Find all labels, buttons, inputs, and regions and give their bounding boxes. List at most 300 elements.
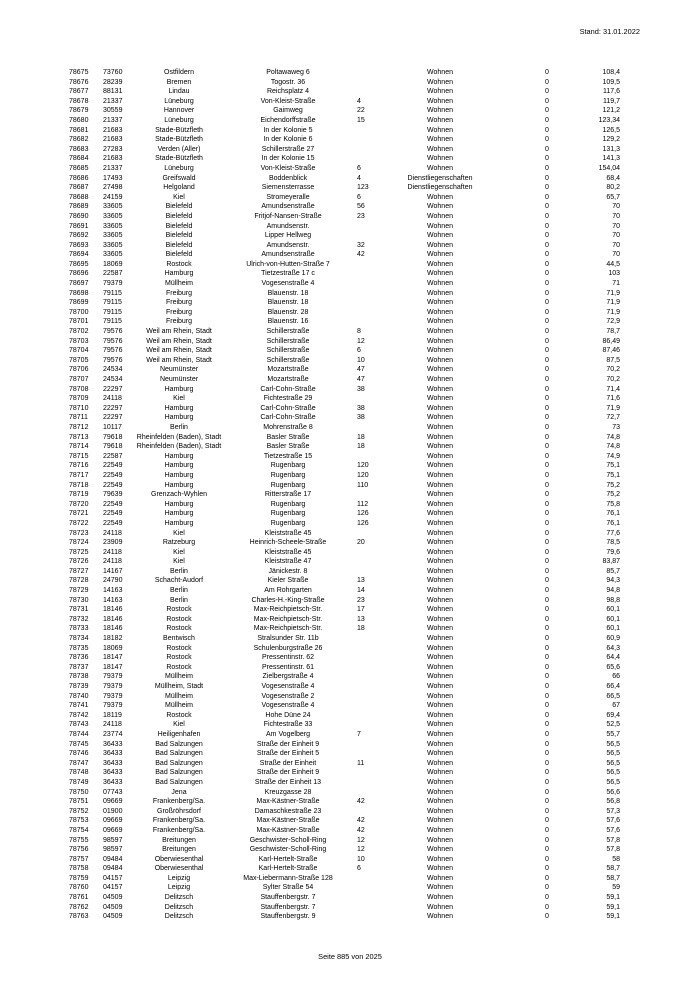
postal-code: 36433 (103, 769, 123, 777)
table-row: 78687 27498 Helgoland Siemensterrasse 123 Dienstliegenschaften 0 80,2 (69, 184, 620, 192)
house-number: 10 (357, 356, 365, 364)
zero-value: 0 (545, 750, 549, 758)
table-row: 78679 30559 Hannover Gaimweg 22 Wohnen 0 121,2 (69, 107, 620, 115)
row-id: 78744 (69, 730, 89, 738)
postal-code: 14163 (103, 596, 123, 604)
postal-code: 22549 (103, 471, 123, 479)
row-id: 78717 (69, 471, 89, 479)
house-number: 17 (357, 606, 365, 614)
area-value: 94,3 (606, 577, 620, 585)
row-id: 78746 (69, 750, 89, 758)
area-value: 56,8 (606, 798, 620, 806)
zero-value: 0 (545, 78, 549, 86)
postal-code: 79115 (103, 308, 122, 316)
page-number: Seite 885 von 2025 (318, 952, 382, 961)
table-row: 78704 79576 Weil am Rhein, Stadt Schillerstraße 6 Wohnen 0 87,46 (69, 347, 620, 355)
area-value: 56,5 (606, 759, 620, 767)
table-row: 78705 79576 Weil am Rhein, Stadt Schillerstraße 10 Wohnen 0 87,5 (69, 356, 620, 364)
area-value: 66,5 (606, 692, 620, 700)
table-row: 78743 24118 Kiel Fichtestraße 33 Wohnen 0 52,5 (69, 721, 620, 729)
row-id: 78689 (69, 203, 89, 211)
house-number: 126 (357, 519, 369, 527)
table-row: 78756 98597 Breitungen Geschwister-Scholl-Ring 12 Wohnen 0 57,8 (69, 846, 620, 854)
table-row: 78738 79379 Müllheim Zielbergstraße 4 Wohnen 0 66 (69, 673, 620, 681)
zero-value: 0 (545, 606, 549, 614)
house-number: 11 (357, 759, 365, 767)
row-id: 78691 (69, 222, 89, 230)
zero-value: 0 (545, 347, 549, 355)
area-value: 55,7 (606, 730, 620, 738)
postal-code: 30559 (103, 107, 123, 115)
area-value: 94,8 (606, 587, 620, 595)
house-number: 126 (357, 510, 369, 518)
zero-value: 0 (545, 136, 549, 144)
row-id: 78679 (69, 107, 89, 115)
zero-value: 0 (545, 308, 549, 316)
zero-value: 0 (545, 97, 549, 105)
stand-date: Stand: 31.01.2022 (579, 27, 640, 36)
area-value: 71,9 (606, 289, 620, 297)
area-value: 109,5 (602, 78, 620, 86)
postal-code: 88131 (103, 88, 123, 96)
postal-code: 79379 (103, 683, 123, 690)
row-id: 78675 (69, 69, 89, 76)
row-id: 78711 (69, 414, 88, 422)
row-id: 78681 (69, 126, 89, 134)
postal-code: 79115 (103, 299, 122, 307)
table-row: 78701 79115 Freiburg Blauenstr. 16 Wohnen 0 72,9 (69, 318, 620, 326)
row-id: 78722 (69, 519, 89, 527)
postal-code: 09669 (103, 798, 123, 806)
area-value: 121,2 (602, 107, 620, 115)
row-id: 78715 (69, 452, 89, 460)
house-number: 15 (357, 116, 365, 124)
postal-code: 22297 (103, 414, 123, 422)
table-row: 78745 36433 Bad Salzungen Straße der Einheit 9 Wohnen 0 56,5 (69, 740, 620, 748)
row-id: 78699 (69, 299, 89, 307)
area-value: 66,4 (606, 683, 620, 690)
area-value: 85,7 (606, 567, 620, 575)
row-id: 78721 (69, 510, 89, 518)
area-value: 126,5 (602, 126, 620, 134)
postal-code: 18069 (103, 644, 123, 652)
area-value: 98,8 (606, 596, 620, 604)
table-row: 78717 22549 Hamburg Rugenbarg 120 Wohnen 0 75,1 (69, 471, 620, 479)
area-value: 57,8 (606, 836, 620, 844)
row-id: 78686 (69, 174, 89, 182)
zero-value: 0 (545, 874, 549, 882)
table-row: 78737 18147 Rostock Pressentinstr. 61 Wohnen 0 65,6 (69, 663, 620, 671)
postal-code: 24118 (103, 548, 122, 556)
table-row: 78724 23909 Ratzeburg Heinrich-Scheele-Straße 20 Wohnen 0 78,5 (69, 539, 620, 547)
row-id: 78701 (69, 318, 89, 326)
postal-code: 27498 (103, 184, 123, 192)
postal-code: 09484 (103, 865, 123, 873)
table-row: 78706 24534 Neumünster Mozartstraße 47 Wohnen 0 70,2 (69, 366, 620, 374)
postal-code: 22549 (103, 519, 123, 527)
area-value: 57,6 (606, 826, 620, 834)
zero-value: 0 (545, 471, 549, 479)
house-number: 110 (357, 481, 369, 489)
row-id: 78738 (69, 673, 89, 681)
zero-value: 0 (545, 260, 549, 268)
table-row: 78750 07743 Jena Kreuzgasse 28 Wohnen 0 56,6 (69, 788, 620, 796)
row-id: 78736 (69, 654, 89, 662)
area-value: 56,5 (606, 740, 620, 748)
area-value: 72,7 (606, 414, 620, 422)
house-number: 38 (357, 404, 365, 412)
row-id: 78763 (69, 913, 89, 921)
postal-code: 18146 (103, 606, 123, 614)
postal-code: 23909 (103, 539, 123, 547)
zero-value: 0 (545, 116, 549, 124)
row-id: 78719 (69, 491, 89, 499)
row-id: 78684 (69, 155, 89, 163)
area-value: 74,8 (606, 433, 620, 441)
area-value: 59,1 (606, 894, 620, 902)
area-value: 66 (612, 673, 620, 681)
table-row: 78684 21683 Stade-Bützfleth In der Kolonie 15 Wohnen 0 141,3 (69, 155, 620, 163)
postal-code: 21337 (103, 116, 123, 124)
postal-code: 18119 (103, 711, 122, 719)
zero-value: 0 (545, 807, 549, 815)
table-row: 78699 79115 Freiburg Blauenstr. 18 Wohnen 0 71,9 (69, 299, 620, 307)
postal-code: 09669 (103, 826, 123, 834)
zero-value: 0 (545, 769, 549, 777)
table-row: 78733 18146 Rostock Max-Reichpietsch-Str. 18 Wohnen 0 60,1 (69, 625, 620, 633)
row-id: 78725 (69, 548, 89, 556)
postal-code: 79639 (103, 491, 123, 499)
postal-code: 04509 (103, 894, 123, 902)
table-row: 78721 22549 Hamburg Rugenbarg 126 Wohnen 0 76,1 (69, 510, 620, 518)
area-value: 87,5 (606, 356, 620, 364)
postal-code: 22549 (103, 481, 123, 489)
row-id: 78687 (69, 184, 89, 192)
row-id: 78696 (69, 270, 89, 278)
zero-value: 0 (545, 423, 549, 431)
postal-code: 24790 (103, 577, 123, 585)
row-id: 78680 (69, 116, 89, 124)
table-row: 78726 24118 Kiel Kleiststraße 47 Wohnen 0 83,87 (69, 558, 620, 566)
area-value: 75,8 (606, 500, 620, 508)
row-id: 78747 (69, 759, 89, 767)
area-value: 44,5 (606, 260, 620, 268)
house-number: 38 (357, 385, 365, 393)
row-id: 78751 (69, 798, 89, 806)
table-row: 78753 09669 Frankenberg/Sa. Max-Kästner-Straße 42 Wohnen 0 57,6 (69, 817, 620, 825)
table-row: 78758 09484 Oberwiesenthal Karl-Hertelt-Straße 6 Wohnen 0 58,7 (69, 865, 620, 873)
area-value: 70 (612, 241, 620, 249)
postal-code: 07743 (103, 788, 123, 796)
house-number: 12 (357, 836, 365, 844)
area-value: 56,5 (606, 750, 620, 758)
house-number: 47 (357, 366, 365, 374)
row-id: 78759 (69, 874, 89, 882)
table-row: 78689 33605 Bielefeld Amundsenstraße 56 Wohnen 0 70 (69, 203, 620, 211)
zero-value: 0 (545, 548, 549, 556)
postal-code: 21683 (103, 155, 123, 163)
house-number: 6 (357, 347, 361, 355)
area-value: 56,5 (606, 769, 620, 777)
house-number: 56 (357, 203, 365, 211)
area-value: 71 (612, 280, 620, 288)
zero-value: 0 (545, 222, 549, 230)
row-id: 78726 (69, 558, 89, 566)
postal-code: 22549 (103, 510, 123, 518)
house-number: 32 (357, 241, 365, 249)
zero-value: 0 (545, 289, 549, 297)
area-value: 67 (612, 702, 620, 710)
house-number: 10 (357, 855, 365, 863)
area-value: 70 (612, 212, 620, 220)
area-value: 59,1 (606, 903, 620, 911)
area-value: 56,6 (606, 788, 620, 796)
zero-value: 0 (545, 203, 549, 211)
zero-value: 0 (545, 232, 549, 240)
row-id: 78727 (69, 567, 89, 575)
postal-code: 36433 (103, 740, 123, 748)
zero-value: 0 (545, 126, 549, 134)
postal-code: 01900 (103, 807, 123, 815)
table-row: 78715 22587 Hamburg Tietzestraße 15 Wohnen 0 74,9 (69, 452, 620, 460)
table-row: 78728 24790 Schacht-Audorf Kieler Straße 13 Wohnen 0 94,3 (69, 577, 620, 585)
area-value: 59,1 (606, 913, 620, 921)
table-row: 78714 79618 Rheinfelden (Baden), Stadt Basler Straße 18 Wohnen 0 74,8 (69, 443, 620, 451)
row-id: 78733 (69, 625, 89, 633)
row-id: 78712 (69, 423, 89, 431)
area-value: 79,6 (606, 548, 620, 556)
table-row: 78697 79379 Müllheim Vogesenstraße 4 Wohnen 0 71 (69, 280, 620, 288)
area-value: 77,6 (606, 529, 620, 537)
postal-code: 79576 (103, 328, 123, 336)
row-id: 78703 (69, 337, 89, 345)
area-value: 86,49 (602, 337, 620, 345)
zero-value: 0 (545, 673, 549, 681)
row-id: 78737 (69, 663, 89, 671)
zero-value: 0 (545, 711, 549, 719)
zero-value: 0 (545, 366, 549, 374)
postal-code: 24118 (103, 558, 122, 566)
table-row: 78675 73760 Ostfildern Poltawaweg 6 Wohnen 0 108,4 (69, 69, 620, 76)
table-row: 78763 04509 Delitzsch Stauffenbergstr. 9 Wohnen 0 59,1 (69, 913, 620, 921)
zero-value: 0 (545, 683, 549, 690)
house-number: 6 (357, 193, 361, 201)
postal-code: 79379 (103, 280, 123, 288)
row-id: 78694 (69, 251, 89, 259)
area-value: 141,3 (602, 155, 620, 163)
row-id: 78741 (69, 702, 89, 710)
table-row: 78681 21683 Stade-Bützfleth In der Kolonie 5 Wohnen 0 126,5 (69, 126, 620, 134)
postal-code: 18146 (103, 615, 123, 623)
zero-value: 0 (545, 443, 549, 451)
table-row: 78686 17493 Greifswald Boddenblick 4 Dienstliegenschaften 0 68,4 (69, 174, 620, 182)
house-number: 6 (357, 865, 361, 873)
row-id: 78706 (69, 366, 89, 374)
zero-value: 0 (545, 193, 549, 201)
area-value: 60,1 (606, 606, 620, 614)
house-number: 4 (357, 97, 361, 105)
area-value: 117,6 (603, 88, 620, 96)
postal-code: 33605 (103, 203, 123, 211)
postal-code: 79115 (103, 289, 122, 297)
area-value: 72,9 (606, 318, 620, 326)
area-value: 71,4 (606, 385, 620, 393)
postal-code: 79379 (103, 692, 123, 700)
area-value: 73 (612, 423, 620, 431)
row-id: 78695 (69, 260, 89, 268)
table-row: 78760 04157 Leipzig Sylter Straße 54 Wohnen 0 59 (69, 884, 620, 892)
house-number: 42 (357, 817, 365, 825)
table-row: 78732 18146 Rostock Max-Reichpietsch-Str. 13 Wohnen 0 60,1 (69, 615, 620, 623)
row-id: 78760 (69, 884, 89, 892)
zero-value: 0 (545, 69, 549, 76)
postal-code: 36433 (103, 750, 123, 758)
row-id: 78716 (69, 462, 89, 470)
table-row: 78725 24118 Kiel Kleiststraße 45 Wohnen 0 79,6 (69, 548, 620, 556)
area-value: 57,6 (606, 817, 620, 825)
table-row: 78762 04509 Delitzsch Stauffenbergstr. 7 Wohnen 0 59,1 (69, 903, 620, 911)
postal-code: 09484 (103, 855, 123, 863)
house-number: 47 (357, 376, 365, 383)
area-value: 52,5 (606, 721, 620, 729)
area-value: 119,7 (603, 97, 620, 105)
postal-code: 10117 (103, 423, 122, 431)
area-value: 70 (612, 222, 620, 230)
zero-value: 0 (545, 376, 549, 383)
row-id: 78757 (69, 855, 89, 863)
zero-value: 0 (545, 644, 549, 652)
table-row: 78731 18146 Rostock Max-Reichpietsch-Str. 17 Wohnen 0 60,1 (69, 606, 620, 614)
zero-value: 0 (545, 510, 549, 518)
table-row: 78761 04509 Delitzsch Stauffenbergstr. 7 Wohnen 0 59,1 (69, 894, 620, 902)
postal-code: 79576 (103, 356, 123, 364)
row-id: 78735 (69, 644, 89, 652)
table-row: 78676 28239 Bremen Togostr. 36 Wohnen 0 109,5 (69, 78, 620, 86)
zero-value: 0 (545, 164, 549, 172)
house-number: 12 (357, 846, 365, 854)
area-value: 68,4 (606, 174, 620, 182)
row-id: 78748 (69, 769, 89, 777)
row-id: 78709 (69, 395, 89, 403)
row-id: 78697 (69, 280, 89, 288)
row-id: 78752 (69, 807, 89, 815)
table-row: 78719 79639 Grenzach-Wyhlen Ritterstraße 17 Wohnen 0 75,2 (69, 491, 620, 499)
row-id: 78702 (69, 328, 89, 336)
house-number: 8 (357, 328, 361, 336)
zero-value: 0 (545, 702, 549, 710)
zero-value: 0 (545, 519, 549, 527)
house-number: 18 (357, 433, 365, 441)
row-id: 78728 (69, 577, 89, 585)
house-number: 120 (357, 471, 369, 479)
table-row: 78742 18119 Rostock Hohe Düne 24 Wohnen 0 69,4 (69, 711, 620, 719)
area-value: 123,34 (598, 116, 620, 124)
house-number: 18 (357, 625, 365, 633)
zero-value: 0 (545, 280, 549, 288)
table-row: 78702 79576 Weil am Rhein, Stadt Schillerstraße 8 Wohnen 0 78,7 (69, 328, 620, 336)
area-value: 74,9 (606, 452, 620, 460)
table-row: 78747 36433 Bad Salzungen Straße der Einheit 11 Wohnen 0 56,5 (69, 759, 620, 767)
table-row: 78748 36433 Bad Salzungen Straße der Einheit 9 Wohnen 0 56,5 (69, 769, 620, 777)
zero-value: 0 (545, 836, 549, 844)
zero-value: 0 (545, 500, 549, 508)
table-row: 78712 10117 Berlin Mohrenstraße 8 Wohnen 0 73 (69, 423, 620, 431)
table-row: 78746 36433 Bad Salzungen Straße der Einheit 5 Wohnen 0 56,5 (69, 750, 620, 758)
postal-code: 21337 (103, 164, 123, 172)
area-value: 65,6 (606, 663, 620, 671)
row-id: 78713 (69, 433, 89, 441)
table-row: 78751 09669 Frankenberg/Sa. Max-Kästner-Straße 42 Wohnen 0 56,8 (69, 798, 620, 806)
postal-code: 79618 (103, 433, 123, 441)
postal-code: 27283 (103, 145, 123, 153)
postal-code: 14167 (103, 567, 123, 575)
row-id: 78692 (69, 232, 89, 240)
postal-code: 22549 (103, 500, 123, 508)
area-value: 87,46 (602, 347, 620, 355)
postal-code: 23774 (103, 730, 123, 738)
property-table (0, 68, 700, 922)
table-row: 78755 98597 Breitungen Geschwister-Scholl-Ring 12 Wohnen 0 57,8 (69, 836, 620, 844)
zero-value: 0 (545, 529, 549, 537)
postal-code: 22587 (103, 270, 123, 278)
zero-value: 0 (545, 596, 549, 604)
area-value: 108,4 (602, 69, 620, 76)
house-number: 42 (357, 826, 365, 834)
area-value: 58,7 (606, 874, 620, 882)
zero-value: 0 (545, 826, 549, 834)
table-row: 78677 88131 Lindau Reichsplatz 4 Wohnen 0 117,6 (69, 88, 620, 96)
postal-code: 98597 (103, 846, 123, 854)
zero-value: 0 (545, 356, 549, 364)
zero-value: 0 (545, 414, 549, 422)
table-row: 78691 33605 Bielefeld Amundsenstr. Wohnen 0 70 (69, 222, 620, 230)
zero-value: 0 (545, 337, 549, 345)
postal-code: 21683 (103, 136, 123, 144)
postal-code: 04157 (103, 884, 123, 892)
postal-code: 33605 (103, 241, 123, 249)
zero-value: 0 (545, 865, 549, 873)
table-row: 78696 22587 Hamburg Tietzestraße 17 c Wohnen 0 103 (69, 270, 620, 278)
row-id: 78720 (69, 500, 89, 508)
postal-code: 22549 (103, 462, 123, 470)
house-number: 120 (357, 462, 369, 470)
postal-code: 79379 (103, 702, 123, 710)
zero-value: 0 (545, 481, 549, 489)
row-id: 78693 (69, 241, 89, 249)
house-number: 38 (357, 414, 365, 422)
area-value: 64,4 (606, 654, 620, 662)
postal-code: 18069 (103, 260, 123, 268)
area-value: 70 (612, 203, 620, 211)
postal-code: 98597 (103, 836, 123, 844)
zero-value: 0 (545, 730, 549, 738)
zero-value: 0 (545, 462, 549, 470)
zero-value: 0 (545, 184, 549, 192)
row-id: 78704 (69, 347, 89, 355)
area-value: 80,2 (606, 184, 620, 192)
house-number: 23 (357, 596, 365, 604)
row-id: 78698 (69, 289, 89, 297)
zero-value: 0 (545, 241, 549, 249)
area-value: 58 (612, 855, 620, 863)
row-id: 78705 (69, 356, 89, 364)
table-row: 78716 22549 Hamburg Rugenbarg 120 Wohnen 0 75,1 (69, 462, 620, 470)
row-id: 78731 (69, 606, 89, 614)
postal-code: 73760 (103, 69, 123, 76)
postal-code: 21683 (103, 126, 123, 134)
postal-code: 79115 (103, 318, 122, 326)
row-id: 78742 (69, 711, 89, 719)
